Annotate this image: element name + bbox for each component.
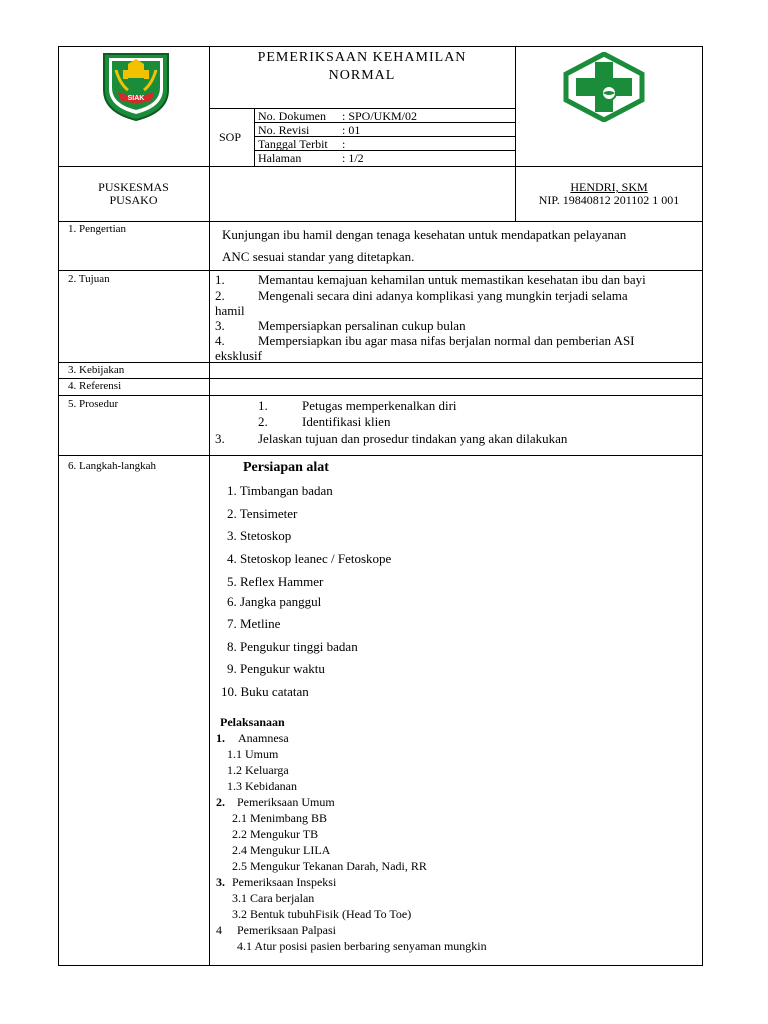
tujuan-item-4-continuation: eksklusif — [215, 348, 262, 363]
prosedur-item-1-text: Petugas memperkenalkan diri — [302, 398, 457, 413]
alat-item: 10. Buku catatan — [221, 684, 309, 699]
meta-publish-date-label: Tanggal Terbit — [258, 137, 328, 151]
pelaksanaan-step-number: 1. — [216, 731, 225, 745]
pengertian-line1: Kunjungan ibu hamil dengan tenaga kesehatan untuk mendapatkan pelayanan — [222, 227, 627, 242]
pelaksanaan-substep-text: 2.2 Mengukur TB — [232, 827, 319, 841]
tujuan-item-4-text: Mempersiapkan ibu agar masa nifas berjalan normal dan pemberian ASI — [258, 333, 635, 348]
divider-left-column — [209, 46, 210, 966]
svg-text:SIAK: SIAK — [127, 95, 145, 102]
tujuan-item-4-number: 4. — [215, 333, 225, 348]
pelaksanaan-step-number: 4 — [216, 923, 222, 937]
alat-item: 2. Tensimeter — [227, 506, 298, 521]
tujuan-item-1-text: Memantau kemajuan kehamilan untuk memastikan kesehatan ibu dan bayi — [258, 272, 646, 287]
meta-page-label: Halaman — [258, 151, 302, 165]
prosedur-item-2-number: 2. — [258, 414, 268, 429]
pelaksanaan-step-text: Pemeriksaan Umum — [237, 795, 335, 809]
pelaksanaan-substep-text: 3.1 Cara berjalan — [232, 891, 315, 905]
row-label-prosedur: 5. Prosedur — [68, 398, 119, 410]
divider-header-bottom — [58, 166, 703, 167]
alat-item: 3. Stetoskop — [227, 528, 292, 543]
row-label-tujuan: 2. Tujuan — [68, 273, 110, 285]
pelaksanaan-step-number: 3. — [216, 875, 225, 889]
prosedur-item-2-text: Identifikasi klien — [302, 414, 391, 429]
meta-page-value: : 1/2 — [342, 151, 364, 165]
row-label-pengertian: 1. Pengertian — [68, 223, 127, 235]
divider-referensi-bottom — [58, 395, 703, 396]
prosedur-item-3-text: Jelaskan tujuan dan prosedur tindakan yang akan dilakukan — [258, 431, 568, 446]
pelaksanaan-step-text: Pemeriksaan Palpasi — [237, 923, 336, 937]
pelaksanaan-substep-text: 2.1 Menimbang BB — [232, 811, 327, 825]
sop-label: SOP — [219, 130, 242, 144]
pelaksanaan-substep-text: 1.3 Kebidanan — [227, 779, 297, 793]
prosedur-item-3-number: 3. — [215, 431, 225, 446]
pelaksanaan-substep-text: 4.1 Atur posisi pasien berbaring senyaman mungkin — [237, 939, 487, 953]
alat-item: 8. Pengukur tinggi badan — [227, 639, 358, 654]
tujuan-item-3-number: 3. — [215, 318, 225, 333]
alat-item: 4. Stetoskop leanec / Fetoskope — [227, 551, 392, 566]
tujuan-item-3-text: Mempersiapkan persalinan cukup bulan — [258, 318, 466, 333]
prosedur-item-1-number: 1. — [258, 398, 268, 413]
pelaksanaan-substep-text: 2.4 Mengukur LILA — [232, 843, 331, 857]
alat-item: 5. Reflex Hammer — [227, 574, 324, 589]
divider-kebijakan-bottom — [58, 378, 703, 379]
meta-revision-value: : 01 — [342, 123, 361, 137]
alat-item: 7. Metline — [227, 616, 281, 631]
meta-doc-number-label: No. Dokumen — [258, 109, 326, 123]
alat-section-title: Persiapan alat — [243, 460, 329, 475]
document-title-line2: NORMAL — [328, 68, 396, 83]
alat-item: 1. Timbangan badan — [227, 483, 333, 498]
tujuan-item-2-continuation: hamil — [215, 303, 245, 318]
divider-tujuan-bottom — [58, 362, 703, 363]
pelaksanaan-substep-text: 2.5 Mengukur Tekanan Darah, Nadi, RR — [232, 859, 427, 873]
pelaksanaan-step-number: 2. — [216, 795, 225, 809]
meta-publish-date-value: : — [342, 137, 346, 151]
alat-item: 6. Jangka panggul — [227, 594, 322, 609]
meta-doc-number-value: : SPO/UKM/02 — [342, 109, 418, 123]
pelaksanaan-substep-text: 3.2 Bentuk tubuhFisik (Head To Toe) — [232, 907, 412, 921]
pelaksanaan-substep-text: 1.2 Keluarga — [227, 763, 289, 777]
pelaksanaan-section-title: Pelaksanaan — [220, 715, 285, 729]
row-label-langkah: 6. Langkah-langkah — [68, 460, 156, 472]
tujuan-item-1-number: 1. — [215, 272, 225, 287]
divider-prosedur-bottom — [58, 455, 703, 456]
meta-revision-label: No. Revisi — [258, 123, 310, 137]
org-name-line1: PUSKESMAS — [98, 180, 169, 194]
head-nip: NIP. 19840812 201102 1 001 — [538, 193, 680, 207]
puskesmas-cross-logo-icon — [562, 52, 646, 122]
siak-regency-emblem-icon — [98, 50, 174, 122]
pelaksanaan-step-text: Pemeriksaan Inspeksi — [232, 875, 337, 889]
head-name: HENDRI, SKM — [570, 180, 648, 194]
pelaksanaan-step-text: Anamnesa — [238, 731, 289, 745]
tujuan-item-2-text: Mengenali secara dini adanya komplikasi yang mungkin terjadi selama — [258, 288, 628, 303]
divider-meta-left — [254, 108, 255, 166]
pengertian-line2: ANC sesuai standar yang ditetapkan. — [222, 249, 415, 264]
org-name-line2: PUSAKO — [109, 193, 158, 207]
row-label-referensi: 4. Referensi — [68, 380, 122, 392]
document-title-line1: PEMERIKSAAN KEHAMILAN — [257, 50, 467, 65]
divider-pengertian-bottom — [58, 270, 703, 271]
alat-item: 9. Pengukur waktu — [227, 661, 325, 676]
pelaksanaan-substep-text: 1.1 Umum — [227, 747, 279, 761]
row-label-kebijakan: 3. Kebijakan — [68, 364, 125, 376]
divider-org-bottom — [58, 221, 703, 222]
tujuan-item-2-number: 2. — [215, 288, 225, 303]
